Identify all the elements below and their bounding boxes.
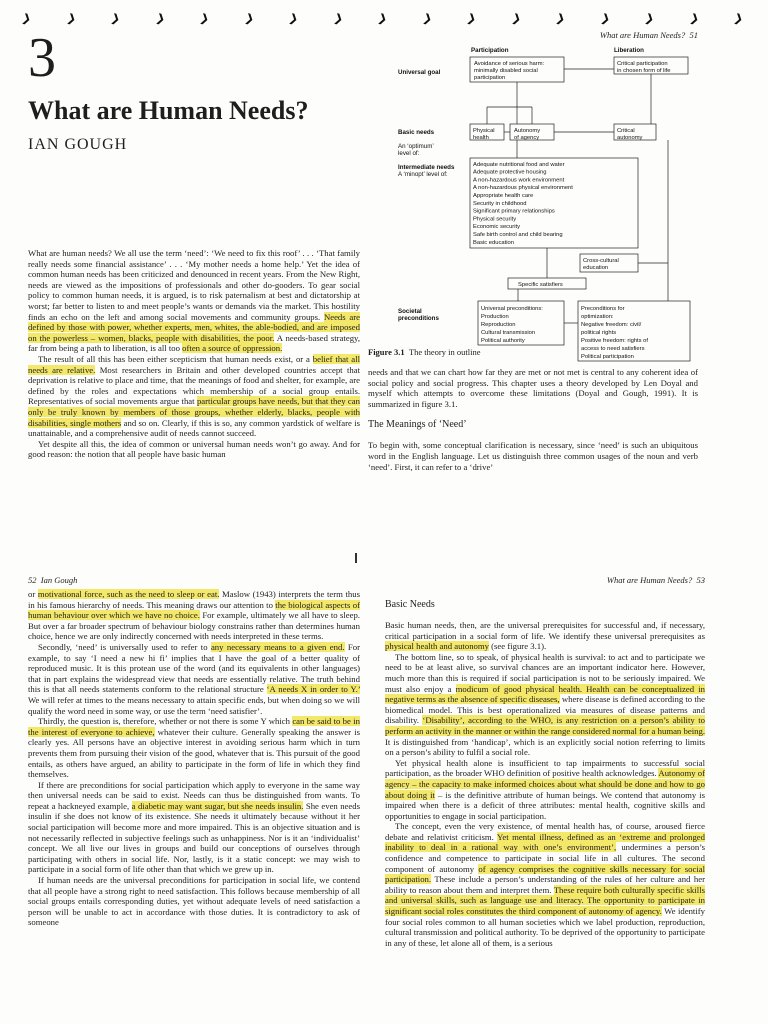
figure-caption: Figure 3.1 The theory in outline	[368, 347, 481, 357]
highlighted-text: Autonomy of agency – the capacity to make informed choices about what should be done and how to go about doing it	[385, 768, 705, 800]
label-universal-goal: Universal goal	[398, 69, 441, 76]
text-run: The result of all this has been either scepticism that human needs exist, or a	[38, 353, 313, 364]
highlighted-text: Needs are defined by those with power, whether experts, men, whites, the able-bodied, and are imposed on the powerless – women, blacks, people with disabilities, the poor.	[28, 311, 360, 343]
physical-health-box	[473, 128, 495, 141]
binder-ring-icon: ❯	[420, 11, 433, 26]
figure-line: Adequate nutritional food and water	[473, 161, 565, 168]
highlighted-text: modicum of good physical health. Health can be conceptualized in negative terms as the absence of specific diseases,	[385, 683, 706, 705]
figure-line: health	[473, 135, 489, 141]
text-run: Yet physical health alone is insufficient to tap impairments to successful social participation, as the broader WHO definition of positive health acknowledges.	[385, 757, 705, 779]
text-run: Most researchers in Britain and other developed countries accept that deprivation is relative to place and time, that the meanings of food and shelter, for example, are defined by the roles and expectations which membership of a social group entails. Representatives of social movements argue that	[28, 364, 360, 407]
text-run: If there are preconditions for social participation which apply to everyone in the same way then universal needs can be said to exist. Needs can thus be distinguished from wants. To repeat a hackneyed example,	[28, 779, 360, 811]
body-text	[28, 248, 360, 460]
figure-line: access to need satisfiers	[581, 346, 645, 352]
cross-cultural-box	[583, 258, 619, 271]
figure-line: in chosen form of life	[617, 68, 671, 74]
figure-line: autonomy	[617, 135, 643, 141]
critical-participation-box	[617, 61, 671, 74]
highlighted-text: ‘A needs X in order to Y.’	[266, 684, 360, 695]
chapter-number: 3	[28, 27, 56, 89]
binder-ring-icon: ❯	[732, 11, 745, 26]
page-52	[28, 575, 360, 1024]
binder-ring-icon: ❯	[64, 11, 77, 26]
figure-line: of agency	[514, 135, 540, 141]
page-51	[368, 30, 698, 530]
binder-ring-icon: ❯	[509, 11, 522, 26]
highlighted-text: These require both culturally specific skills and universal skills, such as language use and literacy. The opportunity to participate in significant social roles constitutes the third component of autonomy of agency.	[385, 884, 706, 917]
highlighted-text: ‘Disability’, according to the WHO, is any restriction on a person’s ability to perform an activity in the manner or within the range considered normal for a human being.	[385, 715, 705, 736]
figure-line: education	[583, 265, 609, 271]
binder-ring-icon: ❯	[242, 11, 255, 26]
highlighted-text: physical health and autonomy	[385, 641, 489, 652]
paragraph	[28, 642, 360, 716]
binder-ring-icon: ❯	[598, 11, 611, 26]
figure-line: Physical	[473, 128, 495, 134]
figure-line: Appropriate health care	[473, 193, 534, 199]
text-run: The concept, even the very existence, of mental health has, of course, aroused fierce debate and relativist criticism.	[385, 821, 705, 842]
body-text	[28, 589, 360, 928]
text-run: The bottom line, so to speak, of physical health is survival: to act and to participate we need to be at least alive, so survival chances are an important indicator here. However, much more than this is required if social participation is not to be seriously impaired. We must also enjoy a	[385, 651, 705, 694]
figure-line: Positive freedom: rights of	[581, 338, 649, 344]
figure-line: preconditions	[398, 315, 439, 322]
paragraph	[28, 248, 360, 354]
highlighted-text: Yet mental illness, defined as an ‘extreme and prolonged inability to deal in a rational way with one’s environment’,	[385, 831, 705, 853]
highlighted-text: can be said to be in the interest of everyone to achieve,	[28, 716, 360, 737]
paragraph	[368, 367, 698, 409]
binder-ring-icon: ❯	[643, 11, 656, 26]
chapter-author: IAN GOUGH	[28, 136, 128, 153]
figure-line: Universal preconditions:	[481, 306, 543, 312]
autonomy-box	[514, 128, 540, 141]
text-run: Secondly, ‘need’ is universally used to refer to	[38, 641, 211, 652]
figure-line: Critical	[617, 128, 635, 134]
binder-ring-icon: ❯	[20, 11, 33, 26]
text-run: or	[28, 589, 38, 599]
figure-line: Preconditions for	[581, 306, 625, 312]
text-run: For example, to say ‘I need a new hi fi’ implies that I have the goal of a better quality of reproduced music. It is this protean use of the word (and its equivalents in other languages) that in part explains the widespread view that needs are essentially relative. The truth behind this is that all needs statements conform to the relational structure	[28, 641, 360, 695]
text-run: We identify four social roles common to all human societies which we label production, reproduction, cultural transmission and political authority. To be deprived of the opportunity to participate in any of these, let alone all of them, is a serious	[385, 906, 705, 948]
label-societal	[398, 308, 439, 322]
text-run: Thirdly, the question is, therefore, whether or not there is some Y which	[38, 716, 293, 727]
figure-line: political rights	[581, 330, 617, 336]
highlighted-text: particular groups have needs, but that they can only be truly known by members of those groups, whether elderly, blacks, people with disabilities, single mothers	[28, 396, 360, 428]
binder-ring-icon: ❯	[153, 11, 166, 26]
figure-line: Safe birth control and child bearing	[473, 232, 563, 238]
figure-line: Political authority	[481, 338, 525, 344]
figure-line: Basic education	[473, 239, 514, 246]
text-run: She even needs insulin if she does not know of its existence. She needs it ultimately because without it her social participation will become more and more impaired. This is an objective situation and is not necessarily reflected in subjective feelings such as unhappiness. Nor is it an ‘individualist’ concept. We all live our lives in groups and build our conceptions of ourselves through participating with others in social life. Nor, lastly, is it a static concept: we may wish to participate in a social form of life other than that which we grew up in.	[28, 800, 360, 875]
paragraph	[28, 875, 360, 928]
figure-line: Security in childhood	[473, 200, 527, 207]
text-run: Yet despite all this, the idea of common or universal human needs won’t go away. And for good reason: the notion that all people have basic human	[28, 438, 360, 460]
highlighted-text: motivational force, such as the need to sleep or eat.	[37, 589, 220, 599]
label-intermediate: Intermediate needs	[398, 164, 455, 171]
text-run: If human needs are the universal preconditions for participation in social life, we contend that all people have a strong right to need satisfaction. This follows because membership of all social groups entails corresponding duties, yet without adequate levels of need satisfaction a person will be unable to act in accordance with those duties. It is contradictory to ask of someone	[28, 875, 360, 928]
text-run: Basic human needs, then, are the universal prerequisites for successful and, if necessary, critical participation in a social form of life. We identify these universal prerequisites as	[385, 620, 705, 641]
figure-line: Adequate protective housing	[473, 169, 547, 176]
body-text-2	[368, 440, 698, 472]
col-participation: Participation	[471, 47, 509, 54]
text-run: needs and that we can chart how far they are met or not met is central to any coherent idea of social policy and social progress. This chapter uses a theory developed by Len Doyal and myself which attempts to overcome these limitations (Doyal and Gough, 1991). It is summarized in figure 3.1.	[368, 367, 698, 409]
figure-line: An ‘optimum’	[398, 143, 434, 150]
label-basic-needs: Basic needs	[398, 129, 435, 136]
paragraph	[28, 589, 360, 642]
text-run: It is distinguished from ‘handicap’, which is an explicitly social notion referring to limits on a person’s ability to fulfil a social role.	[385, 736, 705, 758]
paragraph	[385, 758, 705, 822]
figure-line: Avoidance of serious harm:	[474, 61, 545, 67]
highlighted-text: a diabetic may want sugar, but she needs insulin.	[131, 800, 304, 811]
col-liberation: Liberation	[614, 47, 644, 54]
figure-line: Significant primary relationships	[473, 208, 555, 215]
figure-line: Critical participation	[617, 61, 668, 67]
page-number: 53	[696, 575, 705, 585]
optimization-box	[581, 306, 648, 360]
section-heading: Basic Needs	[385, 599, 435, 610]
highlighted-text: of agency comprises the cognitive skills necessary for social participation.	[385, 863, 705, 885]
text-run: For example, ultimately we all have to sleep. But over a far broader spectrum of behaviour biology constrains rather than determines human choice, hence we are only indirectly concerned with needs interpreted in these terms.	[28, 610, 361, 642]
running-head: 52 Ian Gough	[28, 575, 78, 585]
figure-line: Societal	[398, 308, 422, 315]
figure-line: optimization:	[581, 314, 614, 320]
text-run: We will refer at times to the means necessary to attain specific ends, but when doing so we will qualify the word need in some way, or use the term ‘need satisfier’.	[28, 694, 360, 716]
text-run: What are human needs? We all use the term ‘need’: ‘We need to fix this roof’ . . . ‘That family really needs some financial assistance’ . . . ‘My mother needs a home help.’ Yet the idea of common human needs has been criticized and denounced in recent years. From the New Right, needs are viewed as the impositions of professionals and other do-gooders. To gear social policy to common human needs, it is argued, is to risk paternalism at best and dictatorship at worst; far better to listen to and meet people’s wants or demands via the market. This hostility finds an echo on the left and among social movements and community groups.	[28, 248, 360, 322]
paragraph	[385, 821, 705, 948]
running-head: What are Human Needs? 53	[606, 575, 705, 585]
label-intermediate-sub: A ‘minopt’ level of:	[398, 171, 448, 178]
paragraph	[28, 439, 360, 460]
intermediate-needs-list	[473, 162, 573, 246]
binder-ring-icon: ❯	[687, 11, 700, 26]
running-head: What are Human Needs? 51	[599, 30, 698, 40]
figure-line: Cross-cultural	[583, 258, 619, 264]
figure-line: minimally disabled social	[474, 68, 538, 74]
text-run: where disease is defined according to the biomedical model. This is best operationalized via measures of disease patterns and disability.	[385, 694, 705, 726]
body-text	[368, 367, 698, 409]
binder-ring-icon: ❯	[109, 11, 122, 26]
binder-ring-icon: ❯	[198, 11, 211, 26]
page-53	[385, 575, 705, 1024]
page-divider-mark	[355, 553, 357, 563]
critical-autonomy-box	[617, 128, 643, 141]
chapter-title: What are Human Needs?	[28, 96, 309, 125]
text-run: – is the definitive attribute of human beings. We contend that autonomy is impaired when there is a deficit of three attributes: mental health, cognitive skills and opportunities to engage in social participation.	[385, 789, 705, 821]
paragraph	[385, 620, 705, 652]
figure-line: Physical security	[473, 216, 517, 223]
figure-line: Reproduction	[481, 322, 516, 328]
binder-ring-icon: ❯	[287, 11, 300, 26]
specific-satisfiers-box: Specific satisfiers	[518, 282, 563, 288]
label-basic-needs-sub	[398, 143, 434, 157]
figure-line: Autonomy	[514, 128, 541, 134]
highlighted-text: any necessary means to a given end.	[210, 641, 345, 652]
highlighted-text: the biological aspects of human behaviour over which we have no choice.	[28, 599, 360, 621]
figure-line: participation	[474, 75, 506, 81]
binder-ring-icon: ❯	[554, 11, 567, 26]
highlighted-text: often a source of oppression.	[182, 343, 283, 354]
paragraph	[28, 354, 360, 439]
binder-ring-icon: ❯	[331, 11, 344, 26]
figure-line: A non-hazardous physical environment	[473, 185, 573, 192]
section-heading: The Meanings of ‘Need’	[368, 419, 467, 431]
figure-line: level of:	[398, 150, 420, 157]
text-run: undermines a person’s confidence and competence to participate in social life in all cultures. The second component of autonomy	[385, 842, 706, 874]
figure-line: Economic security	[473, 224, 521, 231]
figure-line: A non-hazardous work environment	[473, 177, 565, 184]
text-run: whatever their culture. Generally speaking the answer is clearly yes. All persons have an objective interest in avoiding serious harm which in turn prevents them from pursuing their vision of the good, whatever that is. This pursuit of the good entails, as others have argued, an ability to participate in the form of life in which they find themselves.	[28, 726, 360, 780]
page-number: 51	[689, 30, 698, 40]
figure-line: Production	[481, 314, 509, 320]
figure-line: Cultural transmission	[481, 330, 536, 336]
highlighted-text: belief that all needs are relative.	[28, 353, 360, 375]
binder-ring-icon: ❯	[465, 11, 478, 26]
universal-goal-box	[474, 61, 545, 81]
figure-line: Negative freedom: civil/	[581, 322, 642, 328]
text-run: A needs-based strategy, far from being a path to liberation, is all too	[28, 332, 360, 354]
paragraph	[28, 780, 360, 875]
text-run: Maslow (1943) interprets the term thus in his famous hierarchy of needs. This meaning draws our attention to	[28, 589, 360, 610]
text-run: These include a person’s understanding of the rules of her culture and her ability to reason about them and interpret them.	[385, 874, 705, 895]
binder-rings	[0, 8, 768, 28]
text-run: To begin with, some conceptual clarification is necessary, since ‘need’ is such an ubiquitous word in the English language. Let us distinguish three common usages of the noun and verb ‘need’. First, it can refer to a ‘drive’	[368, 440, 698, 472]
binder-ring-icon: ❯	[376, 11, 389, 26]
page-number: 52	[28, 575, 37, 585]
text-run: (see figure 3.1).	[488, 641, 547, 652]
figure-line: Political participation	[581, 354, 634, 360]
universal-preconditions-box	[481, 306, 543, 344]
paragraph	[385, 652, 705, 758]
paragraph	[28, 716, 360, 780]
page-50	[28, 27, 361, 530]
paragraph	[368, 440, 698, 472]
body-text	[385, 620, 705, 948]
text-run: and so on. Clearly, if this is so, any common yardstick of welfare is unattainable, and a comprehensive audit of needs cannot succeed.	[28, 417, 361, 439]
